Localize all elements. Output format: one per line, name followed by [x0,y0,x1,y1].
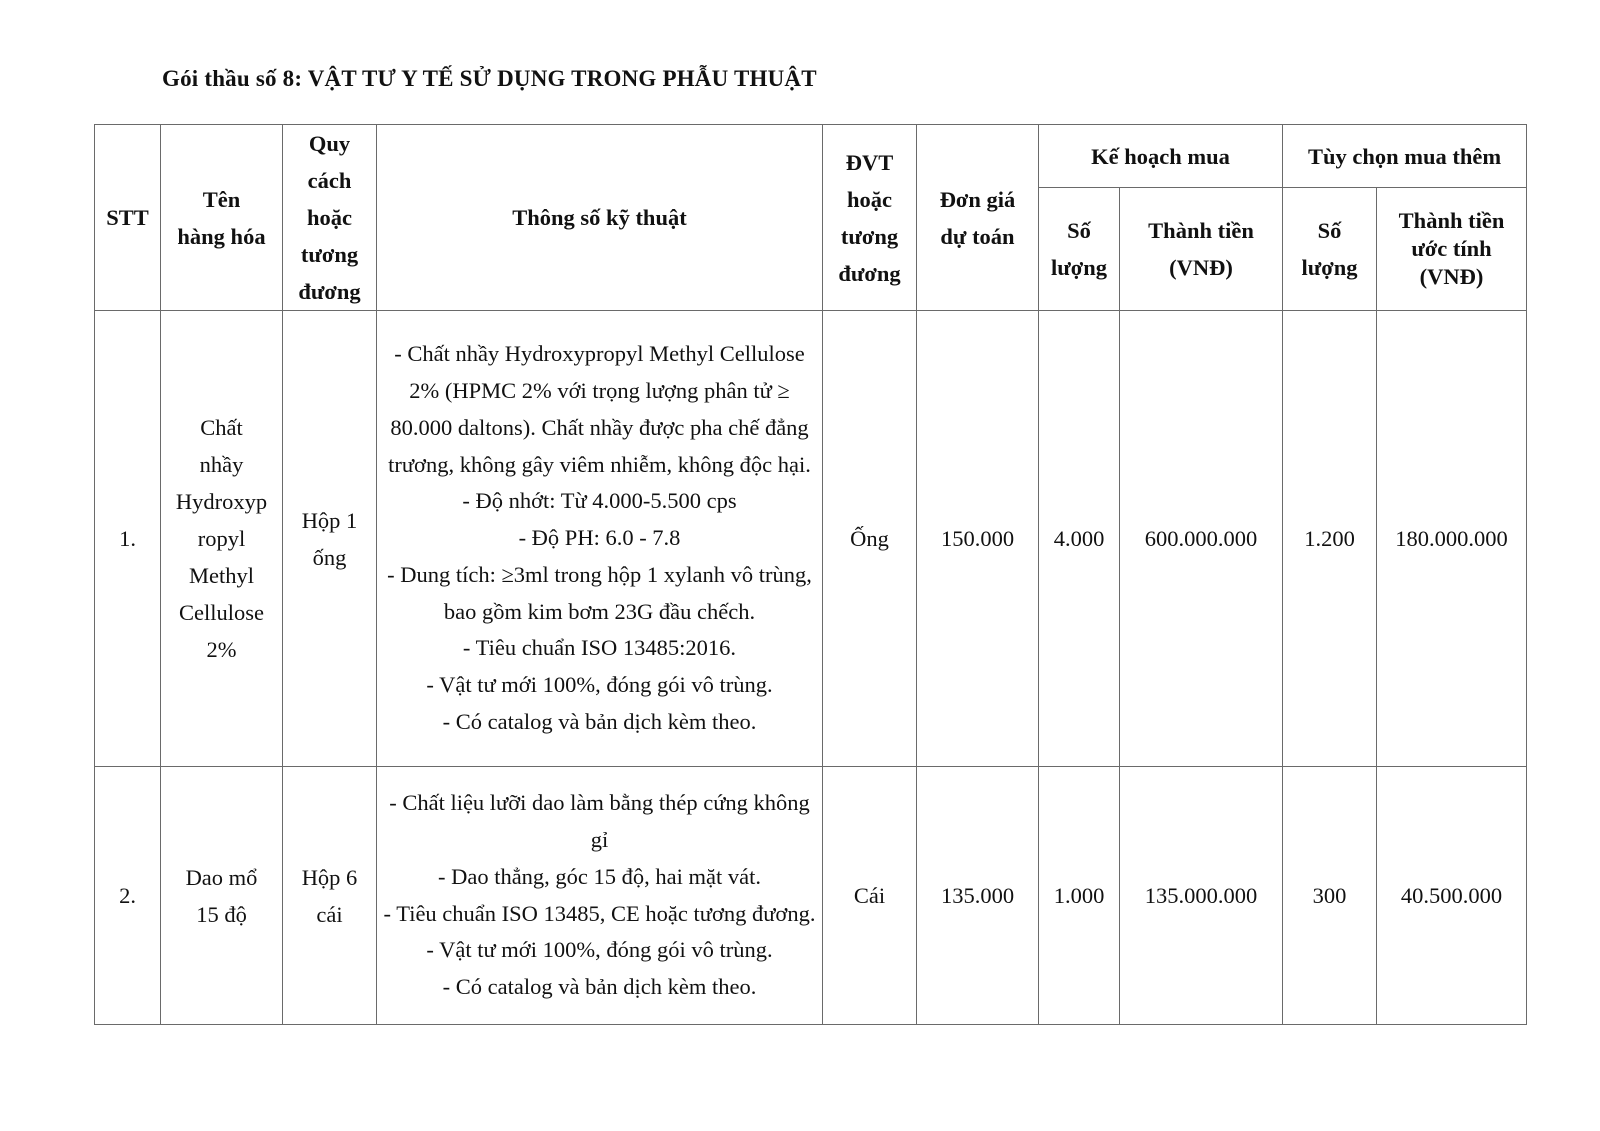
cell-opt-total: 180.000.000 [1377,311,1527,767]
cell-name: Dao mổ 15 độ [161,767,283,1025]
header-stt: STT [95,125,161,311]
cell-opt-qty: 300 [1283,767,1377,1025]
header-pack: Quy cách hoặc tương đương [283,125,377,311]
header-unit: ĐVT hoặc tương đương [823,125,917,311]
page-title: Gói thầu số 8: VẬT TƯ Y TẾ SỬ DỤNG TRONG PHẪU THUẬT [162,66,817,91]
header-tech: Thông số kỹ thuật [377,125,823,311]
cell-opt-qty: 1.200 [1283,311,1377,767]
cell-plan-total: 135.000.000 [1120,767,1283,1025]
cell-price: 135.000 [917,767,1039,1025]
header-price: Đơn giá dự toán [917,125,1039,311]
cell-unit: Cái [823,767,917,1025]
table-row [95,767,1527,1025]
header-name: Tên hàng hóa [161,125,283,311]
header-option-group: Tùy chọn mua thêm [1283,125,1527,188]
cell-plan-qty: 4.000 [1039,311,1120,767]
header-opt-qty: Số lượng [1283,188,1377,311]
cell-spec: - Chất liệu lưỡi dao làm bằng thép cứng không gỉ - Dao thẳng, góc 15 độ, hai mặt vát. - Tiêu chuẩn ISO 13485, CE hoặc tương đương. - Vật tư mới 100%, đóng gói vô trùng. - Có catalog và bản dịch kèm theo. [377,767,823,1025]
header-plan-group: Kế hoạch mua [1039,125,1283,188]
header-row-1 [95,125,1527,188]
cell-pack: Hộp 6 cái [283,767,377,1025]
header-opt-total: Thành tiền ước tính (VNĐ) [1377,188,1527,311]
table-row [95,311,1527,767]
cell-spec: - Chất nhầy Hydroxypropyl Methyl Cellulose 2% (HPMC 2% với trọng lượng phân tử ≥ 80.000 daltons). Chất nhầy được pha chế đẳng trương, không gây viêm nhiễm, không độc hại. - Độ nhớt: Từ 4.000-5.500 cps - Độ PH: 6.0 - 7.8 - Dung tích: ≥3ml trong hộp 1 xylanh vô trùng, bao gồm kim bơm 23G đầu chếch. - Tiêu chuẩn ISO 13485:2016. - Vật tư mới 100%, đóng gói vô trùng. - Có catalog và bản dịch kèm theo. [377,311,823,767]
cell-stt: 1. [95,311,161,767]
header-plan-qty: Số lượng [1039,188,1120,311]
cell-stt: 2. [95,767,161,1025]
cell-name: Chất nhầy Hydroxyp ropyl Methyl Cellulose 2% [161,311,283,767]
cell-opt-total: 40.500.000 [1377,767,1527,1025]
bid-table [94,124,1527,1025]
cell-plan-total: 600.000.000 [1120,311,1283,767]
cell-plan-qty: 1.000 [1039,767,1120,1025]
header-plan-total: Thành tiền (VNĐ) [1120,188,1283,311]
cell-price: 150.000 [917,311,1039,767]
cell-unit: Ống [823,311,917,767]
cell-pack: Hộp 1 ống [283,311,377,767]
